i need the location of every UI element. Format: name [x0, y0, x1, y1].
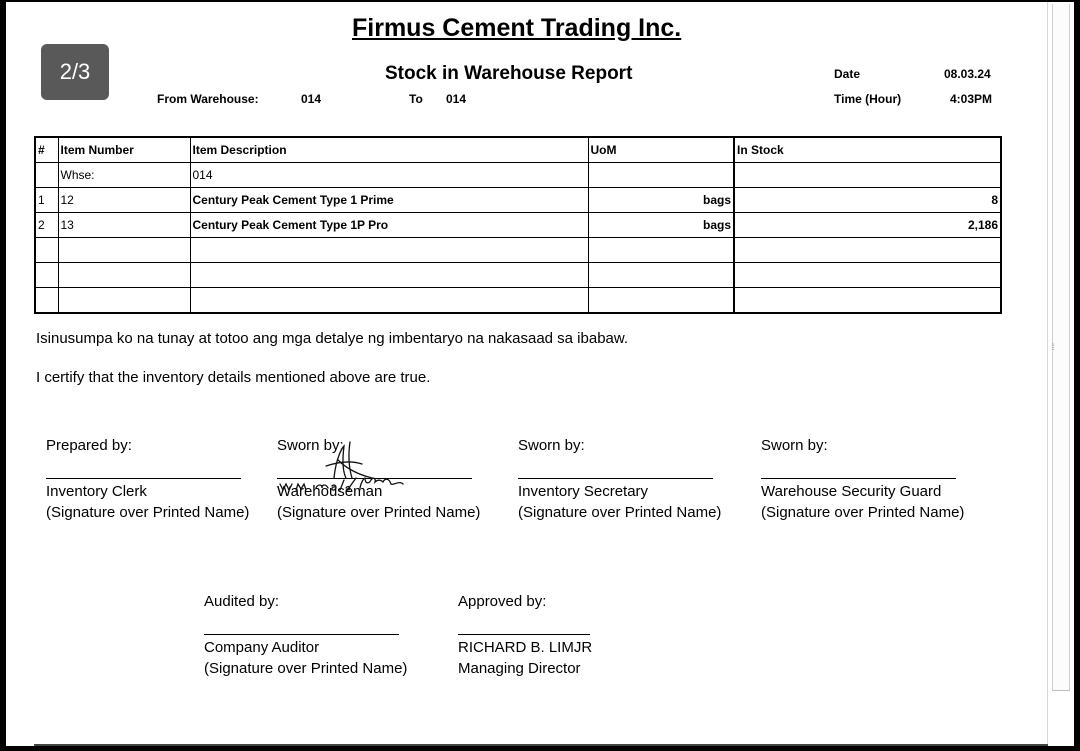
- table-header-row: [35, 137, 1001, 163]
- whse-value: 014: [190, 163, 588, 188]
- sworn-by-caption: (Signature over Printed Name): [518, 504, 722, 521]
- stock-table: [34, 136, 1002, 314]
- date-value: 08.03.24: [944, 67, 991, 81]
- signature-line: [761, 456, 956, 479]
- sworn-by-heading: Sworn by:: [518, 437, 585, 454]
- report-title: Stock in Warehouse Report: [385, 63, 633, 84]
- item-number: 12: [58, 188, 190, 213]
- col-header-in-stock: In Stock: [734, 137, 1001, 163]
- sworn-by-role: Warehouseman: [277, 483, 383, 500]
- scrollbar-track[interactable]: [1047, 2, 1074, 746]
- time-value: 4:03PM: [950, 92, 993, 106]
- table-row: [35, 213, 1001, 238]
- empty-row: [35, 288, 1001, 314]
- handwritten-signature: [276, 438, 416, 498]
- from-warehouse-label: From Warehouse:: [157, 92, 259, 106]
- page-indicator-badge: 2/3: [41, 44, 109, 100]
- time-label: Time (Hour): [834, 92, 902, 106]
- whse-label: Whse:: [58, 163, 190, 188]
- approved-by-heading: Approved by:: [458, 593, 547, 610]
- prepared-by-caption: (Signature over Printed Name): [46, 504, 250, 521]
- report-page: [6, 2, 1074, 746]
- audited-by-heading: Audited by:: [204, 593, 280, 610]
- col-header-number: #: [35, 137, 58, 163]
- col-header-item-number: Item Number: [58, 137, 190, 163]
- item-uom: bags: [588, 188, 734, 213]
- to-warehouse-label: To: [409, 92, 423, 106]
- page-bottom-rule: [34, 744, 1048, 746]
- prepared-by-role: Inventory Clerk: [46, 483, 147, 500]
- signature-line: [46, 456, 241, 479]
- statement-tagalog: Isinusumpa ko na tunay at totoo ang mga detalye ng imbentaryo na nakasaad sa ibabaw.: [36, 330, 629, 347]
- col-header-uom: UoM: [588, 137, 734, 163]
- audited-by-block: [204, 591, 407, 679]
- empty-row: [35, 238, 1001, 263]
- empty-row: [35, 263, 1001, 288]
- item-uom: bags: [588, 213, 734, 238]
- sworn-by-heading: Sworn by:: [761, 437, 828, 454]
- sworn-by-heading: Sworn by:: [277, 437, 344, 454]
- whse-row: [35, 163, 1001, 188]
- scroll-grip-icon: ⁞⁞: [1050, 342, 1054, 352]
- sworn-by-caption: (Signature over Printed Name): [277, 504, 481, 521]
- col-header-description: Item Description: [190, 137, 588, 163]
- row-number: 1: [35, 188, 58, 213]
- audited-by-caption: (Signature over Printed Name): [204, 660, 408, 677]
- item-description: Century Peak Cement Type 1P Pro: [190, 213, 588, 238]
- statement-english: I certify that the inventory details mentioned above are true.: [36, 369, 431, 386]
- audited-by-role: Company Auditor: [204, 639, 320, 656]
- company-name: Firmus Cement Trading Inc.: [352, 14, 682, 42]
- sworn-by-secretary-block: [518, 435, 721, 523]
- item-description: Century Peak Cement Type 1 Prime: [190, 188, 588, 213]
- signature-line: [518, 456, 713, 479]
- item-number: 13: [58, 213, 190, 238]
- sworn-by-role: Inventory Secretary: [518, 483, 649, 500]
- sworn-by-caption: (Signature over Printed Name): [761, 504, 965, 521]
- item-in-stock: 2,186: [734, 213, 1001, 238]
- prepared-by-heading: Prepared by:: [46, 437, 132, 454]
- table-row: [35, 188, 1001, 213]
- approver-name: RICHARD B. LIMJR: [458, 639, 593, 656]
- approver-title: Managing Director: [458, 660, 581, 677]
- date-label: Date: [834, 67, 861, 81]
- signature-line: [458, 612, 590, 635]
- from-warehouse-value: 014: [301, 92, 322, 106]
- sworn-by-role: Warehouse Security Guard: [761, 483, 942, 500]
- item-in-stock: 8: [734, 188, 1001, 213]
- scrollbar-thumb[interactable]: [1052, 4, 1070, 691]
- prepared-by-block: [46, 435, 249, 523]
- approved-by-block: [458, 591, 592, 679]
- to-warehouse-value: 014: [446, 92, 467, 106]
- row-number: 2: [35, 213, 58, 238]
- signature-line: [204, 612, 399, 635]
- sworn-by-guard-block: [761, 435, 964, 523]
